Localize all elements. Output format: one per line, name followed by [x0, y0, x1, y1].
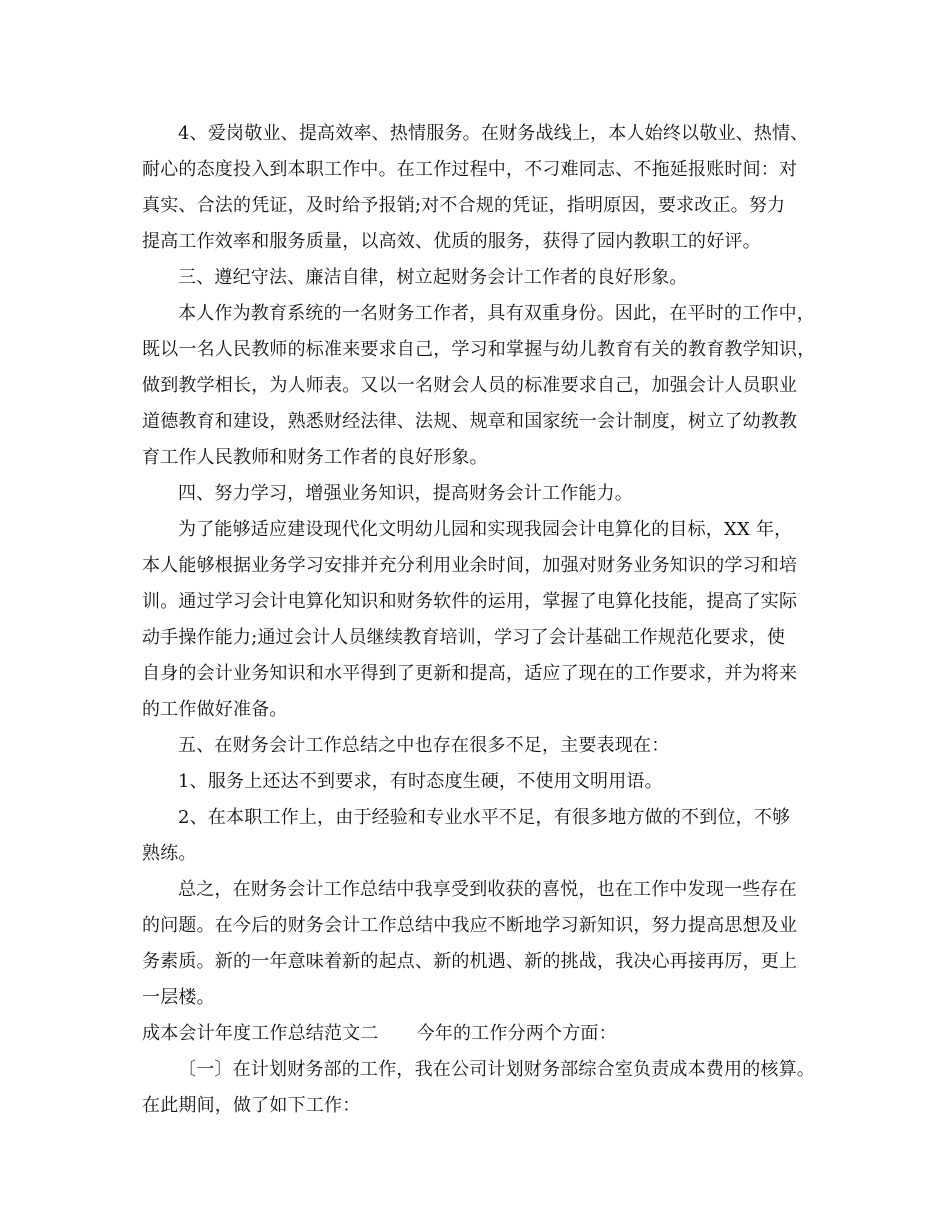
- paragraph-line: 熟练。: [142, 843, 197, 864]
- paragraph-line: 一层楼。: [142, 987, 215, 1008]
- paragraph-line: 训。通过学习会计电算化知识和财务软件的运用，掌握了电算化技能，提高了实际: [142, 591, 798, 612]
- paragraph-line: 在此期间，做了如下工作：: [142, 1095, 361, 1116]
- paragraph-line: 〔一〕在计划财务部的工作，我在公司计划财务部综合室负责成本费用的核算。: [178, 1059, 815, 1080]
- list-item: 1、服务上还达不到要求，有时态度生硬，不使用文明用语。: [178, 771, 663, 792]
- section-heading: 四、努力学习，增强业务知识，提高财务会计工作能力。: [178, 483, 633, 504]
- section-heading: 五、在财务会计工作总结之中也存在很多不足，主要表现在：: [178, 735, 670, 756]
- section-heading: 三、遵纪守法、廉洁自律，树立起财务会计工作者的良好形象。: [178, 267, 688, 288]
- paragraph-line: 既以一名人民教师的标准来要求自己，学习和掌握与幼儿教育有关的教育教学知识，: [142, 339, 816, 360]
- paragraph-line: 做到教学相长，为人师表。又以一名财会人员的标准要求自己，加强会计人员职业: [142, 375, 798, 396]
- paragraph-line: 的问题。在今后的财务会计工作总结中我应不断地学习新知识，努力提高思想及业: [142, 915, 798, 936]
- paragraph-line: 动手操作能力;通过会计人员继续教育培训，学习了会计基础工作规范化要求，使: [142, 627, 786, 648]
- title-followup-text: 今年的工作分两个方面：: [416, 1023, 617, 1044]
- paragraph-line: 提高工作效率和服务质量，以高效、优质的服务，获得了园内教职工的好评。: [142, 231, 761, 252]
- paragraph-line: 4、爱岗敬业、提高效率、热情服务。在财务战线上，本人始终以敬业、热情、: [178, 123, 809, 144]
- document-title: 成本会计年度工作总结范文二: [142, 1023, 379, 1044]
- list-item: 2、在本职工作上，由于经验和专业水平不足，有很多地方做的不到位，不够: [178, 807, 791, 828]
- paragraph-line: 自身的会计业务知识和水平得到了更新和提高，适应了现在的工作要求，并为将来: [142, 663, 798, 684]
- paragraph-line: 本人能够根据业务学习安排并充分利用业余时间，加强对财务业务知识的学习和培: [142, 555, 798, 576]
- title-line: [142, 1022, 617, 1046]
- paragraph-line: 为了能够适应建设现代化文明幼儿园和实现我园会计电算化的目标，XX 年，: [178, 519, 793, 540]
- paragraph-line: 育工作人民教师和财务工作者的良好形象。: [142, 447, 488, 468]
- paragraph-line: 耐心的态度投入到本职工作中。在工作过程中，不刁难同志、不拖延报账时间：对: [142, 159, 798, 180]
- paragraph-line: 的工作做好准备。: [142, 699, 288, 720]
- paragraph-line: 总之，在财务会计工作总结中我享受到收获的喜悦，也在工作中发现一些存在: [178, 879, 797, 900]
- paragraph-line: 务素质。新的一年意味着新的起点、新的机遇、新的挑战，我决心再接再厉，更上: [142, 951, 798, 972]
- paragraph-line: 本人作为教育系统的一名财务工作者，具有双重身份。因此，在平时的工作中，: [178, 303, 815, 324]
- paragraph-line: 道德教育和建设，熟悉财经法律、法规、规章和国家统一会计制度，树立了幼教教: [142, 411, 798, 432]
- paragraph-line: 真实、合法的凭证，及时给予报销;对不合规的凭证，指明原因，要求改正。努力: [142, 195, 786, 216]
